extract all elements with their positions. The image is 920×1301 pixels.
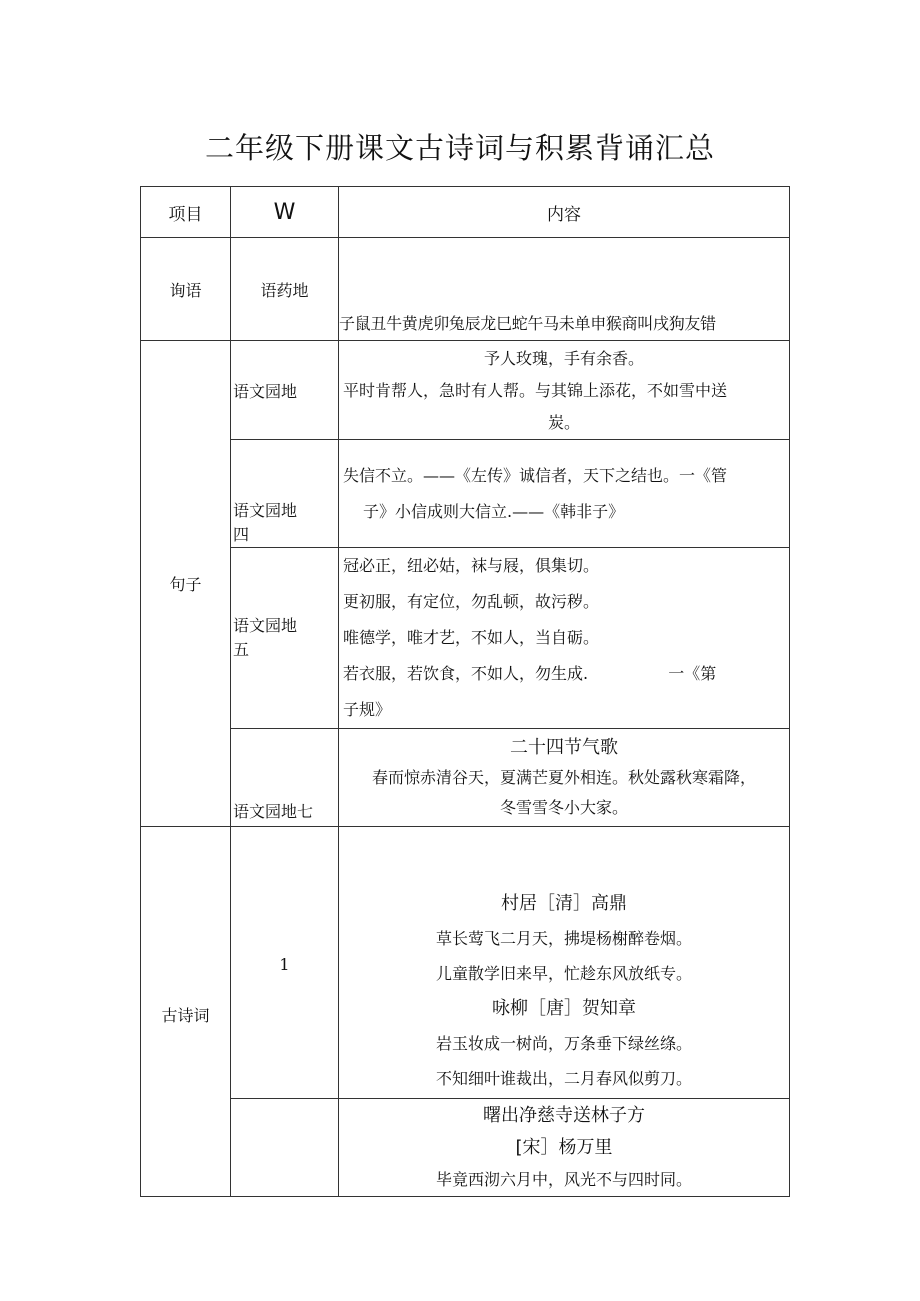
table-row <box>141 1099 790 1197</box>
poem-author: [宋］杨万里 <box>515 1136 613 1158</box>
content-line: 一《第 <box>668 664 717 683</box>
table-row <box>141 548 790 729</box>
table-row <box>141 341 790 440</box>
header-row <box>141 187 790 238</box>
sub-cell <box>231 1099 339 1197</box>
poem-line: 毕竟西沏六月中，风光不与四时同。 <box>435 1169 692 1189</box>
sub-cell: 语文园地 <box>231 341 339 440</box>
header-content: 内容 <box>339 187 790 238</box>
item-cell: 古诗词 <box>141 827 231 1197</box>
poem-title: 曙出净慈寺送林子方 <box>483 1104 645 1126</box>
content-line: 春而惊赤清谷天，夏满芒夏外相连。秋处露秋寒霜降， <box>371 767 756 787</box>
content-line: 冬雪雪冬小大家。 <box>499 797 628 817</box>
sub-label: 五 <box>233 640 250 659</box>
content-line: 予人玫瑰，手有余香。 <box>483 349 644 368</box>
poem-line: 岩玉妆成一树尚，万条垂下绿丝绦。 <box>435 1034 692 1053</box>
sub-label: 语文园地 <box>233 616 298 635</box>
content-line: 冠必正，纽必姑，袜与屐，俱集切。 <box>343 556 600 575</box>
content-line: 炭。 <box>547 413 580 432</box>
poem-line: 草长莺飞二月天，拂堤杨榭醉卷烟。 <box>435 929 692 948</box>
content-line: 平时肯帮人，急时有人帮。与其锦上添花，不如雪中送 <box>343 381 728 400</box>
table-row <box>141 440 790 548</box>
table-row <box>141 238 790 341</box>
sub-cell <box>231 440 339 548</box>
poem-title: 村居［清］高鼎 <box>501 893 627 914</box>
content-line: 子》小信成则大信立.——《韩非子》 <box>363 501 625 521</box>
content-line: 子规》 <box>343 700 392 719</box>
header-w: W <box>231 187 339 238</box>
sub-label: 四 <box>233 525 250 544</box>
poem-heading: 二十四节气歌 <box>510 736 618 758</box>
item-cell: 句子 <box>141 341 231 827</box>
page-title: 二年级下册课文古诗词与积累背诵汇总 <box>204 131 715 165</box>
sub-cell: 语文园地七 <box>231 729 339 827</box>
poem-line: 不知细叶谁裁出，二月春风似剪刀。 <box>435 1069 692 1088</box>
sub-label: 语文园地 <box>233 501 298 520</box>
sub-cell <box>231 548 339 729</box>
poem-title: 咏柳［唐］贺知章 <box>492 998 636 1019</box>
content-line: 唯德学，唯才艺，不如人，当自砺。 <box>343 628 600 647</box>
content-line: 更初服，有定位，勿乱顿，故污秽。 <box>343 592 600 611</box>
table-row <box>141 729 790 827</box>
sub-cell: 1 <box>231 827 339 1099</box>
header-item: 项目 <box>141 187 231 238</box>
poem-line: 儿童散学旧来早，忙趁东风放纸专。 <box>435 964 692 983</box>
item-cell: 询语 <box>141 238 231 341</box>
summary-table <box>140 186 790 1197</box>
content-line: 若衣服，若饮食，不如人，勿生成. <box>343 664 589 683</box>
content-line: 失信不立。——《左传》诚信者，天下之结也。一《管 <box>343 465 728 485</box>
table-row <box>141 827 790 1099</box>
sub-cell: 语药地 <box>231 238 339 341</box>
zodiac-line: 子鼠丑牛黄虎卯兔辰龙巳蛇午马未单申猴商叫戌狗友错 <box>339 314 716 333</box>
